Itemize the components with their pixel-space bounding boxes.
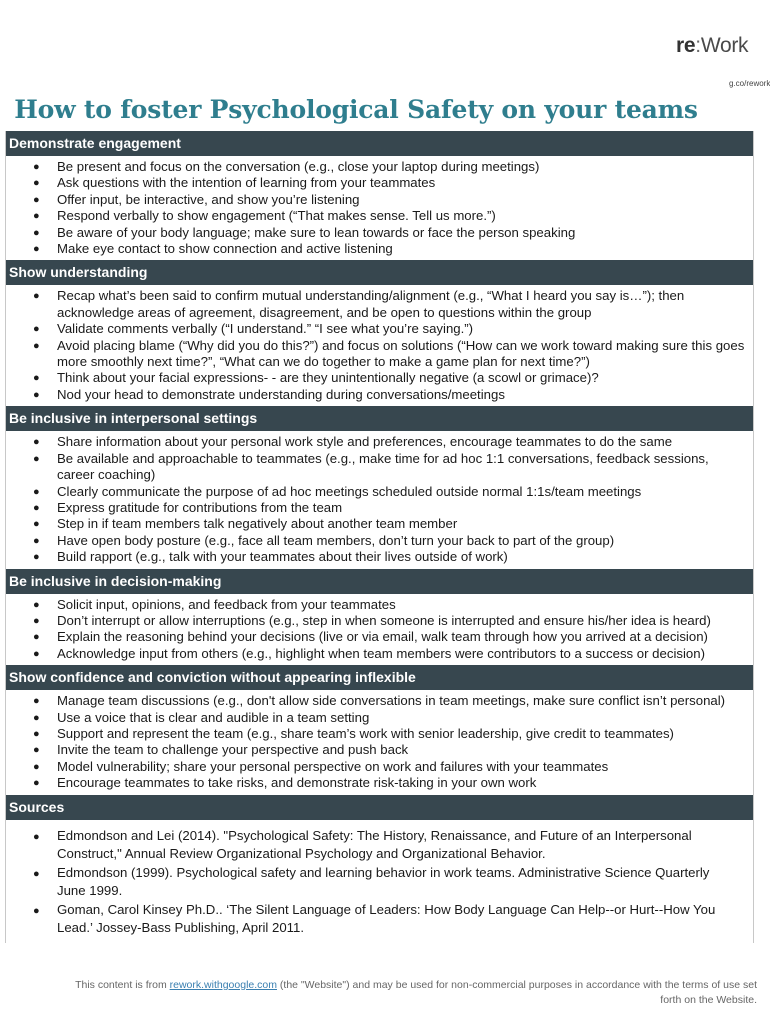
page-title: How to foster Psychological Safety on your teams — [14, 95, 698, 124]
section-header: Be inclusive in decision-making — [6, 569, 753, 594]
list-item-text: Acknowledge input from others (e.g., highlight when team members were contributors to a success or decision) — [57, 645, 705, 661]
list-item — [6, 613, 753, 629]
bullet-icon: ● — [33, 372, 40, 385]
list-item-text: Support and represent the team (e.g., share team’s work with senior leadership, give credit to teammates) — [57, 725, 674, 741]
list-item — [6, 726, 753, 742]
list-item-text: Ask questions with the intention of learning from your teammates — [57, 175, 436, 191]
bullet-icon: ● — [33, 867, 40, 880]
list-item-text: Respond verbally to show engagement (“That makes sense. Tell us more.”) — [57, 208, 496, 224]
section — [6, 569, 753, 666]
list-item-text: Avoid placing blame (“Why did you do this?”) and focus on solutions (“How can we work toward making sure this goes more smoothly next time?”, “What can we do together to make a game plan for next time?”) — [57, 337, 745, 370]
content-table — [5, 131, 754, 943]
section — [6, 260, 753, 406]
list-item — [6, 225, 753, 241]
list-item — [6, 288, 753, 321]
list-item-text: Encourage teammates to take risks, and demonstrate risk-taking in your own work — [57, 775, 537, 791]
footer-suffix: (the "Website") and may be used for non-commercial purposes in accordance with the terms of use set forth on the Website. — [277, 979, 757, 1006]
list-item-text: Nod your head to demonstrate understanding during conversations/meetings — [57, 386, 505, 402]
list-item-text: Make eye contact to show connection and active listening — [57, 241, 393, 257]
list-item-text: Model vulnerability; share your personal perspective on work and failures with your teammates — [57, 758, 609, 774]
bullet-icon: ● — [33, 501, 40, 514]
list-item — [6, 451, 753, 484]
list-item-text: Build rapport (e.g., talk with your teammates about their lives outside of work) — [57, 549, 508, 565]
list-item — [6, 597, 753, 613]
footer-link[interactable]: rework.withgoogle.com — [169, 979, 277, 991]
list-item — [6, 549, 753, 565]
source-item-text: Edmondson and Lei (2014). "Psychological Safety: The History, Renaissance, and Future of an Interpersonal Construct," Annual Review Organizational Psychology and Organizational Behavior. — [57, 827, 692, 862]
bullet-list — [6, 594, 753, 666]
bullet-icon: ● — [33, 226, 40, 239]
list-item-text: Step in if team members talk negatively about another team member — [57, 516, 458, 532]
source-item — [6, 864, 753, 901]
section-header: Be inclusive in interpersonal settings — [6, 406, 753, 431]
bullet-icon: ● — [33, 598, 40, 611]
source-item-text: Edmondson (1999). Psychological safety and learning behavior in work teams. Administrative Science Quarterly June 1999. — [57, 864, 710, 899]
bullet-icon: ● — [33, 904, 40, 917]
bullet-icon: ● — [33, 534, 40, 547]
source-item — [6, 827, 753, 864]
sources-section — [6, 795, 753, 943]
section-header: Demonstrate engagement — [6, 131, 753, 156]
list-item — [6, 484, 753, 500]
list-item — [6, 693, 753, 709]
bullet-icon: ● — [33, 452, 40, 465]
list-item-text: Express gratitude for contributions from the team — [57, 499, 343, 515]
list-item-text: Be aware of your body language; make sure to lean towards or face the person speaking — [57, 224, 576, 240]
list-item — [6, 241, 753, 257]
list-item — [6, 629, 753, 645]
sources-list — [6, 820, 753, 943]
list-item-text: Invite the team to challenge your perspective and push back — [57, 742, 409, 758]
list-item-text: Don’t interrupt or allow interruptions (e.g., step in when someone is interrupted and ensure his/her idea is heard) — [57, 612, 711, 628]
list-item-text: Be present and focus on the conversation (e.g., close your laptop during meetings) — [57, 159, 540, 174]
bullet-icon: ● — [33, 631, 40, 644]
section — [6, 665, 753, 794]
list-item — [6, 533, 753, 549]
list-item — [6, 710, 753, 726]
list-item — [6, 338, 753, 371]
bullet-icon: ● — [33, 210, 40, 223]
bullet-list — [6, 156, 753, 260]
bullet-list — [6, 690, 753, 794]
list-item-text: Recap what’s been said to confirm mutual understanding/alignment (e.g., “What I heard you say is…”); then acknowledge areas of agreement, disagreement, and be open to questions within the group — [57, 288, 685, 320]
list-item — [6, 208, 753, 224]
list-item — [6, 500, 753, 516]
list-item — [6, 175, 753, 191]
bullet-icon: ● — [33, 830, 40, 843]
section-header: Show confidence and conviction without appearing inflexible — [6, 665, 753, 690]
bullet-icon: ● — [33, 436, 40, 449]
list-item-text: Validate comments verbally (“I understand.” “I see what you’re saying.”) — [57, 321, 474, 337]
list-item-text: Solicit input, opinions, and feedback from your teammates — [57, 596, 396, 612]
bullet-icon: ● — [33, 614, 40, 627]
list-item-text: Offer input, be interactive, and show you’re listening — [57, 191, 360, 207]
source-item-text: Goman, Carol Kinsey Ph.D.. ‘The Silent Language of Leaders: How Body Language Can Help--or Hurt--How You Lead.’ Jossey-Bass Publishing, April 2011. — [57, 901, 716, 936]
section — [6, 406, 753, 568]
list-item-text: Share information about your personal work style and preferences, encourage teammates to do the same — [57, 434, 673, 450]
bullet-icon: ● — [33, 243, 40, 256]
rework-logo: re:Work — [676, 34, 749, 57]
list-item-text: Be available and approachable to teammates (e.g., make time for ad hoc 1:1 conversations, feedback sessions, career coaching) — [57, 450, 709, 483]
bullet-icon: ● — [33, 551, 40, 564]
list-item-text: Use a voice that is clear and audible in a team setting — [57, 709, 370, 725]
bullet-icon: ● — [33, 177, 40, 190]
list-item-text: Explain the reasoning behind your decisions (live or via email, walk team through how you arrived at a decision) — [57, 629, 708, 645]
section — [6, 131, 753, 260]
list-item — [6, 387, 753, 403]
list-item-text: Manage team discussions (e.g., don't allow side conversations in team meetings, make sure conflict isn’t personal) — [57, 693, 726, 709]
list-item — [6, 742, 753, 758]
list-item — [6, 516, 753, 532]
list-item — [6, 434, 753, 450]
bullet-list — [6, 431, 753, 568]
bullet-icon: ● — [33, 518, 40, 531]
bullet-icon: ● — [33, 711, 40, 724]
footer-notice — [60, 978, 757, 1007]
list-item — [6, 321, 753, 337]
bullet-icon: ● — [33, 388, 40, 401]
bullet-icon: ● — [33, 777, 40, 790]
bullet-icon: ● — [33, 193, 40, 206]
bullet-list — [6, 285, 753, 406]
list-item — [6, 646, 753, 662]
list-item — [6, 370, 753, 386]
bullet-icon: ● — [33, 695, 40, 708]
section-header-sources: Sources — [6, 795, 753, 820]
bullet-icon: ● — [33, 727, 40, 740]
sections-container — [6, 131, 753, 795]
section-header: Show understanding — [6, 260, 753, 285]
list-item-text: Clearly communicate the purpose of ad hoc meetings scheduled outside normal 1:1s/team meetings — [57, 483, 642, 499]
bullet-icon: ● — [33, 744, 40, 757]
list-item — [6, 775, 753, 791]
list-item — [6, 192, 753, 208]
footer-prefix: This content is from — [75, 979, 170, 991]
source-item — [6, 901, 753, 938]
bullet-icon: ● — [33, 323, 40, 336]
bullet-icon: ● — [33, 647, 40, 660]
list-item — [6, 759, 753, 775]
bullet-icon: ● — [33, 161, 40, 173]
list-item-text: Think about your facial expressions- - are they unintentionally negative (a scowl or grimace)? — [57, 370, 599, 386]
list-item — [6, 159, 753, 175]
logo-url: g.co/rework — [729, 79, 770, 88]
bullet-icon: ● — [33, 339, 40, 352]
bullet-icon: ● — [33, 760, 40, 773]
bullet-icon: ● — [33, 485, 40, 498]
list-item-text: Have open body posture (e.g., face all team members, don’t turn your back to part of the group) — [57, 532, 615, 548]
bullet-icon: ● — [33, 290, 40, 303]
